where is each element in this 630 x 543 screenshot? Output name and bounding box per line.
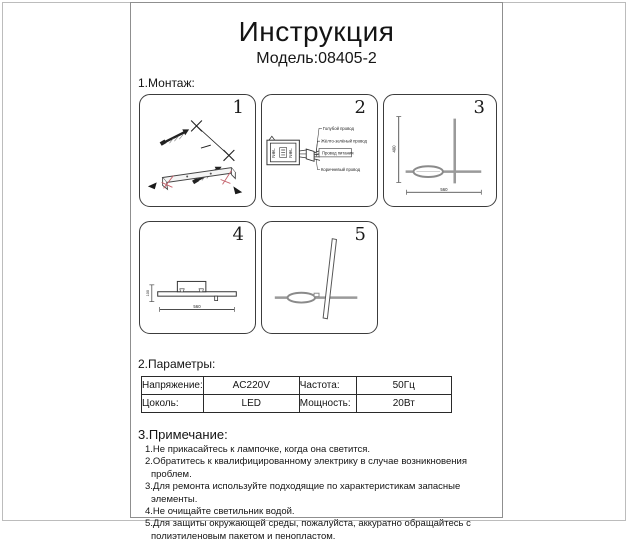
swivel-knob <box>215 296 218 300</box>
ceiling-mount-box <box>177 281 205 291</box>
dimension-label-height: 100 <box>145 290 150 297</box>
table-row <box>142 395 452 413</box>
notes-list <box>145 444 483 543</box>
table-row <box>142 377 452 395</box>
note-item-2: 2.Обратитесь к квалифицированному электрику в случае возникновения проблем. <box>145 456 467 480</box>
param-value-frequency: 50Гц <box>356 377 451 395</box>
diagram-box-3 <box>383 94 497 207</box>
diagram-box-2 <box>261 94 378 207</box>
dimension-label-width: 560 <box>193 303 201 309</box>
note-item-3: 3.Для ремонта используйте подходящие по характеристикам запасные элементы. <box>145 481 461 505</box>
note-item-4: 4.Не очищайте светильник водой. <box>145 506 295 518</box>
screw-marks <box>191 121 234 161</box>
model-number: Модель:08405-2 <box>256 50 377 67</box>
param-label-power: Мощность: <box>299 395 356 413</box>
arrow-left <box>148 182 157 189</box>
param-label-socle: Цоколь: <box>142 395 204 413</box>
wire-labels <box>319 126 368 172</box>
height-dimension <box>146 285 154 302</box>
section-notes-heading: 3.Примечание: <box>138 427 228 442</box>
param-label-frequency: Частота: <box>299 377 356 395</box>
section-parameters-heading: 2.Параметры: <box>138 357 216 371</box>
lamp-body <box>413 166 442 177</box>
note-item-5: 5.Для защиты окружающей среды, пожалуйста, аккуратно обращайтесь с полиэтиленовым пакетом и пенопластом. <box>145 518 471 542</box>
param-label-voltage: Напряжение: <box>142 377 204 395</box>
param-value-power: 20Вт <box>356 395 451 413</box>
lamp-body <box>288 293 319 303</box>
dimension-label-height: 400 <box>391 145 397 153</box>
diagram-number-5: 5 <box>354 224 366 245</box>
mount-plate <box>267 136 299 164</box>
param-value-voltage: AC220V <box>203 377 299 395</box>
diagram-box-5 <box>261 221 378 334</box>
wire-label-brown: Коричневый провод <box>320 167 361 173</box>
instruction-sheet <box>130 2 503 542</box>
dimension-label-width: 560 <box>440 186 448 192</box>
lamp-bar-side <box>158 292 237 296</box>
note-item-1: 1.Не прикасайтесь к лампочке, когда она светится. <box>145 444 371 455</box>
wire-label-power: Провод питания <box>321 150 354 156</box>
section-montage-heading: 1.Монтаж: <box>138 76 195 90</box>
diagram-number-1: 1 <box>232 97 244 118</box>
diagram-number-3: 3 <box>473 97 485 118</box>
wire-label-blue: Голубой провод <box>322 125 355 131</box>
width-dimension <box>160 304 235 312</box>
terminal-marking-right: N⊕L <box>287 148 293 158</box>
screw-1 <box>161 129 189 144</box>
rotated-vertical-bar <box>323 239 336 319</box>
param-value-socle: LED <box>203 395 299 413</box>
page-title: Инструкция <box>238 16 395 47</box>
diagram-box-4 <box>139 221 256 334</box>
diagram-number-2: 2 <box>354 97 366 118</box>
terminal-marking-left: N⊕L <box>270 148 276 158</box>
arrow-right <box>233 186 242 194</box>
wire-label-yellow-green: Жёлто-зелёный провод <box>320 138 368 144</box>
diagram-number-4: 4 <box>232 224 244 245</box>
diagram-box-1 <box>139 94 256 207</box>
height-dimension <box>391 117 401 183</box>
width-dimension <box>407 187 482 195</box>
parameters-table <box>141 376 452 413</box>
